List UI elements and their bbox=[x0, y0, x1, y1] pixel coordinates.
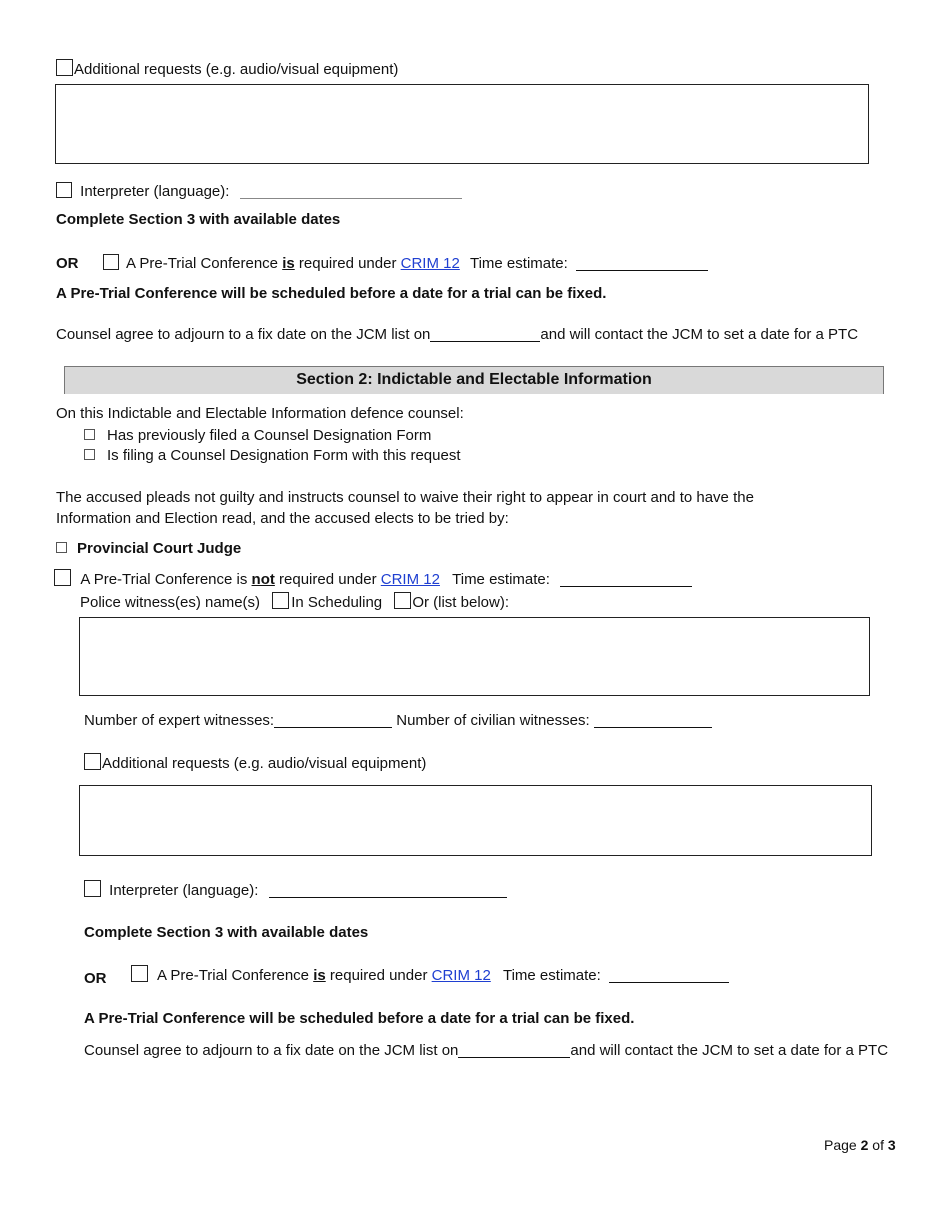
ptc-not-required-checkbox[interactable] bbox=[54, 569, 71, 586]
ptc-notice: A Pre-Trial Conference will be scheduled before a date for a trial can be fixed. bbox=[56, 285, 607, 302]
ptc-prefix-2: A Pre-Trial Conference bbox=[157, 967, 314, 984]
ptc-mid: required under bbox=[294, 255, 401, 272]
adjourn-row-2 bbox=[84, 1042, 888, 1059]
in-scheduling-label: In Scheduling bbox=[291, 594, 383, 611]
police-witness-label: Police witness(es) name(s) bbox=[80, 594, 261, 611]
provincial-judge-row bbox=[56, 540, 241, 557]
police-witness-textbox[interactable] bbox=[79, 617, 870, 696]
ptc-not-prefix: A Pre-Trial Conference is bbox=[80, 571, 252, 588]
option-filed-checkbox[interactable] bbox=[84, 429, 95, 440]
adjourn-prefix-2: Counsel agree to adjourn to a fix date on the JCM list on bbox=[84, 1042, 459, 1059]
time-estimate-label-3: Time estimate: bbox=[502, 967, 601, 984]
page-of: of bbox=[868, 1137, 888, 1153]
option-filing-row bbox=[84, 447, 461, 464]
interpreter-row-2 bbox=[84, 880, 507, 899]
page-prefix: Page bbox=[824, 1137, 861, 1153]
page-total: 3 bbox=[887, 1137, 896, 1153]
witness-counts-row bbox=[84, 712, 712, 729]
option-filed-row bbox=[84, 427, 431, 444]
additional-requests-row-2 bbox=[84, 753, 426, 772]
additional-requests-checkbox-2[interactable] bbox=[84, 753, 101, 770]
interpreter-row bbox=[56, 182, 462, 200]
ptc-mid-2: required under bbox=[325, 967, 432, 984]
interpreter-language-field-2[interactable] bbox=[269, 883, 507, 898]
interpreter-language-field[interactable] bbox=[240, 184, 462, 199]
adjourn-suffix-2: and will contact the JCM to set a date for a PTC bbox=[570, 1042, 889, 1059]
in-scheduling-checkbox[interactable] bbox=[272, 592, 289, 609]
option-filing-checkbox[interactable] bbox=[84, 449, 95, 460]
election-line-2: Information and Election read, and the accused elects to be tried by: bbox=[56, 510, 509, 527]
time-estimate-field-3[interactable] bbox=[609, 968, 729, 983]
adjourn-date-field-2[interactable] bbox=[458, 1043, 570, 1058]
additional-requests-row bbox=[56, 59, 398, 78]
ptc-is-2: is bbox=[313, 967, 326, 984]
ptc-required-row-2 bbox=[84, 965, 729, 987]
or-label-2: OR bbox=[84, 970, 107, 987]
expert-witnesses-field[interactable] bbox=[274, 713, 392, 728]
complete-section3-note: Complete Section 3 with available dates bbox=[56, 211, 341, 228]
option-filed-label: Has previously filed a Counsel Designation Form bbox=[107, 427, 432, 444]
civilian-witnesses-field[interactable] bbox=[594, 713, 712, 728]
civilian-witnesses-label: Number of civilian witnesses: bbox=[396, 712, 590, 729]
time-estimate-label-2: Time estimate: bbox=[452, 571, 550, 588]
additional-requests-label-2: Additional requests (e.g. audio/visual equipment) bbox=[102, 755, 427, 772]
option-filing-label: Is filing a Counsel Designation Form with this request bbox=[107, 447, 461, 464]
ptc-required-checkbox-2[interactable] bbox=[131, 965, 148, 982]
page-current: 2 bbox=[860, 1137, 869, 1153]
interpreter-checkbox[interactable] bbox=[56, 182, 72, 198]
crim12-link-3[interactable]: CRIM 12 bbox=[431, 967, 491, 984]
additional-requests-textbox[interactable] bbox=[55, 84, 869, 164]
additional-requests-checkbox[interactable] bbox=[56, 59, 73, 76]
ptc-is: is bbox=[282, 255, 295, 272]
or-list-below-checkbox[interactable] bbox=[394, 592, 411, 609]
crim12-link-2[interactable]: CRIM 12 bbox=[380, 571, 440, 588]
ptc-not: not bbox=[251, 571, 275, 588]
interpreter-label: Interpreter (language): bbox=[80, 183, 230, 200]
time-estimate-field[interactable] bbox=[576, 256, 708, 271]
or-label: OR bbox=[56, 255, 79, 272]
page-number bbox=[824, 1137, 896, 1153]
ptc-required-row bbox=[56, 254, 708, 272]
provincial-judge-label: Provincial Court Judge bbox=[77, 540, 242, 557]
or-list-below-label: Or (list below): bbox=[412, 594, 509, 611]
additional-requests-textbox-2[interactable] bbox=[79, 785, 872, 856]
ptc-notice-2: A Pre-Trial Conference will be scheduled before a date for a trial can be fixed. bbox=[84, 1010, 635, 1027]
adjourn-prefix: Counsel agree to adjourn to a fix date on the JCM list on bbox=[56, 326, 431, 343]
provincial-judge-checkbox[interactable] bbox=[56, 542, 67, 553]
section2-header: Section 2: Indictable and Electable Information bbox=[64, 366, 884, 394]
section2-intro: On this Indictable and Electable Information defence counsel: bbox=[56, 405, 464, 422]
time-estimate-field-2[interactable] bbox=[560, 572, 692, 587]
adjourn-row bbox=[56, 326, 858, 343]
additional-requests-label: Additional requests (e.g. audio/visual equipment) bbox=[74, 61, 399, 78]
ptc-required-checkbox[interactable] bbox=[103, 254, 119, 270]
time-estimate-label: Time estimate: bbox=[469, 255, 568, 272]
expert-witnesses-label: Number of expert witnesses: bbox=[84, 712, 275, 729]
election-line-1: The accused pleads not guilty and instructs counsel to waive their right to appear in court and to have the bbox=[56, 489, 754, 506]
adjourn-suffix: and will contact the JCM to set a date for a PTC bbox=[540, 326, 859, 343]
crim12-link[interactable]: CRIM 12 bbox=[400, 255, 460, 272]
ptc-not-required-row bbox=[54, 569, 692, 588]
complete-section3-note-2: Complete Section 3 with available dates bbox=[84, 924, 369, 941]
interpreter-checkbox-2[interactable] bbox=[84, 880, 101, 897]
ptc-not-mid: required under bbox=[274, 571, 381, 588]
police-witness-row bbox=[80, 592, 509, 611]
ptc-prefix: A Pre-Trial Conference bbox=[126, 255, 283, 272]
adjourn-date-field[interactable] bbox=[430, 327, 540, 342]
interpreter-label-2: Interpreter (language): bbox=[109, 882, 259, 899]
